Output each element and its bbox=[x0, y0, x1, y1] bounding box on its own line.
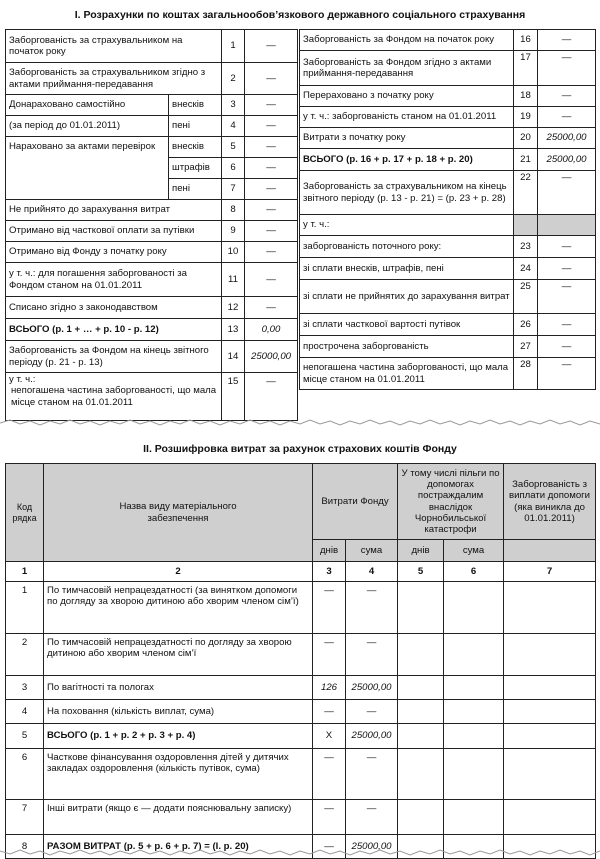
row-number: 13 bbox=[222, 319, 245, 341]
empty-cell bbox=[504, 700, 596, 724]
row-number: 22 bbox=[514, 171, 538, 215]
section2-table bbox=[5, 463, 596, 859]
row-code: 6 bbox=[6, 749, 44, 800]
row-number: 19 bbox=[514, 107, 538, 128]
row-days: — bbox=[313, 582, 346, 634]
row-label: непогашена частина заборгованості, що мала місце станом на 01.01.2011 bbox=[300, 358, 514, 390]
table-row bbox=[300, 280, 596, 314]
table-row bbox=[6, 95, 298, 116]
row-sublabel: пені bbox=[169, 179, 222, 200]
row-value: — bbox=[245, 179, 298, 200]
row-value: — bbox=[538, 86, 596, 107]
row-label: у т. ч.: для погашення заборгованості за Фондом станом на 01.01.2011 bbox=[6, 263, 222, 297]
section1-title: I. Розрахунки по коштах загальнообов’язкового державного соціального страхування bbox=[74, 9, 526, 21]
row-number: 3 bbox=[222, 95, 245, 116]
row-value: 0,00 bbox=[245, 319, 298, 341]
row-sum: — bbox=[346, 749, 398, 800]
row-number: 27 bbox=[514, 336, 538, 358]
row-name: По вагітності та пологах bbox=[44, 676, 313, 700]
header-code: Код рядка bbox=[6, 464, 44, 562]
row-name: На поховання (кількість виплат, сума) bbox=[44, 700, 313, 724]
row-number: 28 bbox=[514, 358, 538, 390]
row-number: 11 bbox=[222, 263, 245, 297]
row-code: 5 bbox=[6, 724, 44, 749]
col-number: 4 bbox=[346, 562, 398, 582]
column-number-row bbox=[6, 562, 596, 582]
table-row bbox=[6, 297, 298, 319]
empty-cell bbox=[398, 700, 444, 724]
row-name: По тимчасовій непрацездатності по догляду за хворою дитиною або хворим членом сім’ї bbox=[44, 634, 313, 676]
row-sum: 25000,00 bbox=[346, 724, 398, 749]
row-label bbox=[6, 373, 222, 421]
row-label: Заборгованість за Фондом на початок року bbox=[300, 30, 514, 51]
table-row bbox=[300, 30, 596, 51]
row-days: 126 bbox=[313, 676, 346, 700]
row-label-text: непогашена частина заборгованості, що мала місце станом на 01.01.2011 bbox=[11, 385, 217, 408]
table-row bbox=[300, 107, 596, 128]
header-sum: сума bbox=[346, 540, 398, 562]
row-value: — bbox=[245, 158, 298, 179]
row-number: 15 bbox=[222, 373, 245, 421]
col-number: 2 bbox=[44, 562, 313, 582]
row-number: 12 bbox=[222, 297, 245, 319]
row-name: По тимчасовій непрацездатності (за винятком допомоги по догляду за хворою дитиною або хворим членом сім’ї) bbox=[44, 582, 313, 634]
empty-cell bbox=[504, 676, 596, 700]
table-row bbox=[300, 86, 596, 107]
empty-cell bbox=[504, 724, 596, 749]
row-label: Донараховано самостійно bbox=[6, 95, 169, 116]
row-number: 17 bbox=[514, 51, 538, 86]
header-days: днів bbox=[313, 540, 346, 562]
row-days: Х bbox=[313, 724, 346, 749]
row-label: Списано згідно з законодавством bbox=[6, 297, 222, 319]
col-number: 3 bbox=[313, 562, 346, 582]
row-value: — bbox=[538, 314, 596, 336]
table-row bbox=[6, 200, 298, 221]
row-days: — bbox=[313, 700, 346, 724]
row-number: 14 bbox=[222, 341, 245, 373]
row-label: зі сплати не прийнятих до зарахування витрат bbox=[300, 280, 514, 314]
empty-cell bbox=[504, 749, 596, 800]
table-row bbox=[6, 30, 298, 63]
table-row bbox=[300, 358, 596, 390]
table-header-row bbox=[6, 464, 596, 540]
empty-cell bbox=[504, 540, 596, 562]
row-number: 8 bbox=[222, 200, 245, 221]
section1-right-table bbox=[299, 29, 596, 390]
row-label: Заборгованість за страхувальником на початок року bbox=[6, 30, 222, 63]
empty-cell bbox=[444, 582, 504, 634]
torn-edge-divider bbox=[0, 418, 600, 428]
col-number: 5 bbox=[398, 562, 444, 582]
row-value: — bbox=[245, 200, 298, 221]
row-value: — bbox=[245, 242, 298, 263]
row-sum: 25000,00 bbox=[346, 835, 398, 859]
row-name: РАЗОМ ВИТРАТ (р. 5 + р. 6 + р. 7) = (І. р. 20) bbox=[44, 835, 313, 859]
row-number: 16 bbox=[514, 30, 538, 51]
row-sublabel: внесків bbox=[169, 137, 222, 158]
row-number: 26 bbox=[514, 314, 538, 336]
table-row bbox=[6, 263, 298, 297]
header-fund: Витрати Фонду bbox=[313, 464, 398, 540]
table-row bbox=[6, 582, 596, 634]
table-row bbox=[300, 51, 596, 86]
header-debt: Заборгованість з виплати допомоги (яка виникла до 01.01.2011) bbox=[504, 464, 596, 540]
row-number: 20 bbox=[514, 128, 538, 149]
row-number: 21 bbox=[514, 149, 538, 171]
row-number: 2 bbox=[222, 63, 245, 95]
table-row bbox=[6, 137, 298, 158]
row-label: Заборгованість за Фондом на кінець звітного періоду (р. 21 - р. 13) bbox=[6, 341, 222, 373]
table-row bbox=[300, 336, 596, 358]
row-number: 18 bbox=[514, 86, 538, 107]
table-row bbox=[6, 676, 596, 700]
row-number: 7 bbox=[222, 179, 245, 200]
empty-cell bbox=[504, 634, 596, 676]
row-sum: — bbox=[346, 582, 398, 634]
table-row bbox=[300, 258, 596, 280]
row-name: Інші витрати (якщо є — додати пояснювальну записку) bbox=[44, 800, 313, 835]
row-name: ВСЬОГО (р. 1 + р. 2 + р. 3 + р. 4) bbox=[44, 724, 313, 749]
table-row bbox=[6, 221, 298, 242]
table-row bbox=[6, 319, 298, 341]
row-sublabel: пені bbox=[169, 116, 222, 137]
torn-edge-bottom bbox=[0, 848, 600, 858]
row-number: 5 bbox=[222, 137, 245, 158]
row-sum: 25000,00 bbox=[346, 676, 398, 700]
row-code: 1 bbox=[6, 582, 44, 634]
row-value: — bbox=[538, 336, 596, 358]
row-value: — bbox=[538, 171, 596, 215]
row-number: 23 bbox=[514, 236, 538, 258]
empty-cell bbox=[444, 749, 504, 800]
row-value: — bbox=[245, 95, 298, 116]
row-sublabel: внесків bbox=[169, 95, 222, 116]
row-label: прострочена заборгованість bbox=[300, 336, 514, 358]
row-code: 8 bbox=[6, 835, 44, 859]
row-number: 24 bbox=[514, 258, 538, 280]
row-value: 25000,00 bbox=[538, 128, 596, 149]
table-row bbox=[6, 800, 596, 835]
row-value: — bbox=[538, 51, 596, 86]
row-sum: — bbox=[346, 634, 398, 676]
header-sum-2: сума bbox=[444, 540, 504, 562]
row-label: Нараховано за актами перевірок bbox=[6, 137, 169, 200]
row-days: — bbox=[313, 835, 346, 859]
empty-cell bbox=[398, 749, 444, 800]
header-chornobyl: У тому числі пільги по допомогах постраждалим внаслідок Чорнобильської катастрофи bbox=[398, 464, 504, 540]
table-row bbox=[300, 236, 596, 258]
row-number: 4 bbox=[222, 116, 245, 137]
row-code: 3 bbox=[6, 676, 44, 700]
row-value: — bbox=[538, 280, 596, 314]
table-row bbox=[300, 149, 596, 171]
row-value: — bbox=[245, 297, 298, 319]
col-number: 1 bbox=[6, 562, 44, 582]
table-row bbox=[300, 128, 596, 149]
row-value: — bbox=[538, 236, 596, 258]
row-label: Перераховано з початку року bbox=[300, 86, 514, 107]
row-label: Отримано від часткової оплати за путівки bbox=[6, 221, 222, 242]
row-label: зі сплати внесків, штрафів, пені bbox=[300, 258, 514, 280]
row-label: у т. ч.: bbox=[300, 215, 514, 236]
row-number: 1 bbox=[222, 30, 245, 63]
table-row bbox=[6, 700, 596, 724]
table-row bbox=[6, 116, 298, 137]
row-number: 25 bbox=[514, 280, 538, 314]
row-value: — bbox=[245, 137, 298, 158]
row-code: 7 bbox=[6, 800, 44, 835]
empty-cell bbox=[398, 634, 444, 676]
col-number: 6 bbox=[444, 562, 504, 582]
row-label: ВСЬОГО (р. 16 + р. 17 + р. 18 + р. 20) bbox=[300, 149, 514, 171]
row-value: 25000,00 bbox=[538, 149, 596, 171]
row-value: — bbox=[245, 221, 298, 242]
empty-cell bbox=[444, 724, 504, 749]
row-code: 4 bbox=[6, 700, 44, 724]
empty-cell bbox=[398, 582, 444, 634]
empty-cell bbox=[504, 582, 596, 634]
row-number: 6 bbox=[222, 158, 245, 179]
row-code: 2 bbox=[6, 634, 44, 676]
table-row bbox=[300, 314, 596, 336]
empty-cell bbox=[398, 724, 444, 749]
table-row bbox=[6, 724, 596, 749]
row-label: Не прийнято до зарахування витрат bbox=[6, 200, 222, 221]
row-value: — bbox=[538, 358, 596, 390]
empty-cell bbox=[444, 634, 504, 676]
empty-cell bbox=[444, 800, 504, 835]
row-days: — bbox=[313, 749, 346, 800]
table-row bbox=[6, 749, 596, 800]
row-label: Заборгованість за страхувальником на кінець звітного періоду (р. 13 - р. 21) = (р. 23 + р. 28) bbox=[300, 171, 514, 215]
empty-cell bbox=[398, 676, 444, 700]
table-row bbox=[6, 242, 298, 263]
empty-cell bbox=[398, 800, 444, 835]
empty-cell bbox=[538, 215, 596, 236]
table-row bbox=[6, 341, 298, 373]
row-label: у т. ч.: заборгованість станом на 01.01.2011 bbox=[300, 107, 514, 128]
empty-cell bbox=[504, 800, 596, 835]
row-value: — bbox=[245, 30, 298, 63]
row-value: — bbox=[538, 107, 596, 128]
table-row bbox=[6, 373, 298, 421]
row-label: Заборгованість за Фондом згідно з актами приймання-передавання bbox=[300, 51, 514, 86]
row-label-prefix: у т. ч.: bbox=[9, 374, 36, 385]
table-row bbox=[6, 63, 298, 95]
row-days: — bbox=[313, 800, 346, 835]
row-label: заборгованість поточного року: bbox=[300, 236, 514, 258]
table-row bbox=[300, 171, 596, 215]
row-sum: — bbox=[346, 700, 398, 724]
row-value: — bbox=[245, 263, 298, 297]
table-row bbox=[300, 215, 596, 236]
empty-cell bbox=[514, 215, 538, 236]
row-label: ВСЬОГО (р. 1 + … + р. 10 - р. 12) bbox=[6, 319, 222, 341]
row-label: Отримано від Фонду з початку року bbox=[6, 242, 222, 263]
row-value: — bbox=[245, 116, 298, 137]
row-number: 10 bbox=[222, 242, 245, 263]
row-name: Часткове фінансування оздоровлення дітей у дитячих закладах оздоровлення (кількість путівок, сума) bbox=[44, 749, 313, 800]
section2-title: II. Розшифровка витрат за рахунок страхових коштів Фонду bbox=[143, 443, 457, 455]
row-label: Витрати з початку року bbox=[300, 128, 514, 149]
empty-cell bbox=[444, 676, 504, 700]
section1-left-table bbox=[5, 29, 298, 421]
row-value: 25000,00 bbox=[245, 341, 298, 373]
row-value: — bbox=[538, 258, 596, 280]
row-sum: — bbox=[346, 800, 398, 835]
row-value: — bbox=[538, 30, 596, 51]
header-name: Назва виду матеріального забезпечення bbox=[44, 464, 313, 562]
row-value: — bbox=[245, 373, 298, 421]
row-label: (за період до 01.01.2011) bbox=[6, 116, 169, 137]
row-label: Заборгованість за страхувальником згідно з актами приймання-передавання bbox=[6, 63, 222, 95]
col-number: 7 bbox=[504, 562, 596, 582]
row-sublabel: штрафів bbox=[169, 158, 222, 179]
row-value: — bbox=[245, 63, 298, 95]
row-days: — bbox=[313, 634, 346, 676]
table-row bbox=[6, 634, 596, 676]
empty-cell bbox=[444, 700, 504, 724]
row-number: 9 bbox=[222, 221, 245, 242]
row-label: зі сплати часткової вартості путівок bbox=[300, 314, 514, 336]
header-days-2: днів bbox=[398, 540, 444, 562]
